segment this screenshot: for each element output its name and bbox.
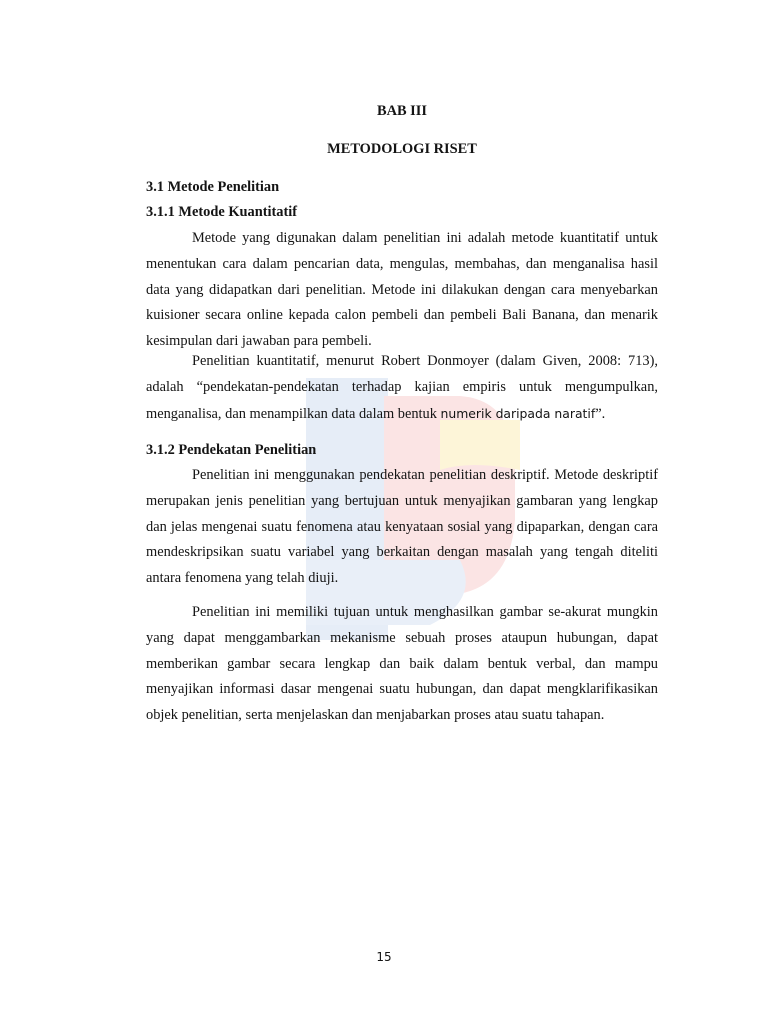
paragraph-definisi-kuantitatif bbox=[146, 349, 658, 427]
paragraph-definisi-main: Penelitian kuantitatif, menurut Robert Donmoyer (dalam Given, 2008: 713), adalah “pendekatan-pendekatan terhadap kajian empiris untuk mengumpulkan, menganalisa, dan menampilkan data dalam bentuk bbox=[146, 353, 658, 422]
chapter-number: BAB III bbox=[377, 103, 427, 119]
section-3-1-2-heading: 3.1.2 Pendekatan Penelitian bbox=[146, 442, 317, 458]
section-3-1-heading: 3.1 Metode Penelitian bbox=[146, 179, 280, 195]
chapter-title: METODOLOGI RISET bbox=[327, 141, 477, 157]
paragraph-tujuan-penelitian: Penelitian ini memiliki tujuan untuk menghasilkan gambar se-akurat mungkin yang dapat menggambarkan mekanisme sebuah proses ataupun hubungan, dapat memberikan gambar secara lengkap dan baik dalam bentuk verbal, dan mampu menyajikan informasi dasar mengenai suatu hubungan, dan dapat mengklarifikasikan objek penelitian, serta menjelaskan dan menjabarkan proses atau suatu tahapan. bbox=[146, 604, 658, 724]
paragraph-metode-kuantitatif: Metode yang digunakan dalam penelitian ini adalah metode kuantitatif untuk menentukan cara dalam pencarian data, mengulas, membahas, dan menganalisa hasil data yang didapatkan dari penelitian. Metode ini dilakukan dengan cara menyebarkan kuisioner secara online kepada calon pembeli dan pembeli Bali Banana, dan menarik kesimpulan dari jawaban para pembeli. bbox=[146, 230, 658, 350]
paragraph-definisi-tail: numerik daripada naratif bbox=[440, 405, 596, 421]
section-3-1-1-heading: 3.1.1 Metode Kuantitatif bbox=[146, 204, 298, 220]
paragraph-pendekatan-deskriptif: Penelitian ini menggunakan pendekatan penelitian deskriptif. Metode deskriptif merupakan jenis penelitian yang bertujuan untuk menyajikan gambaran yang lengkap dan jelas mengenai suatu fenomena atau kenyataan sosial yang dipaparkan, dengan cara mendeskripsikan suatu variabel yang berkaitan dengan masalah yang tengah diteliti antara fenomena yang telah diuji. bbox=[146, 467, 658, 587]
page-number: 15 bbox=[376, 950, 392, 964]
paragraph-definisi-end: ”. bbox=[595, 405, 606, 422]
